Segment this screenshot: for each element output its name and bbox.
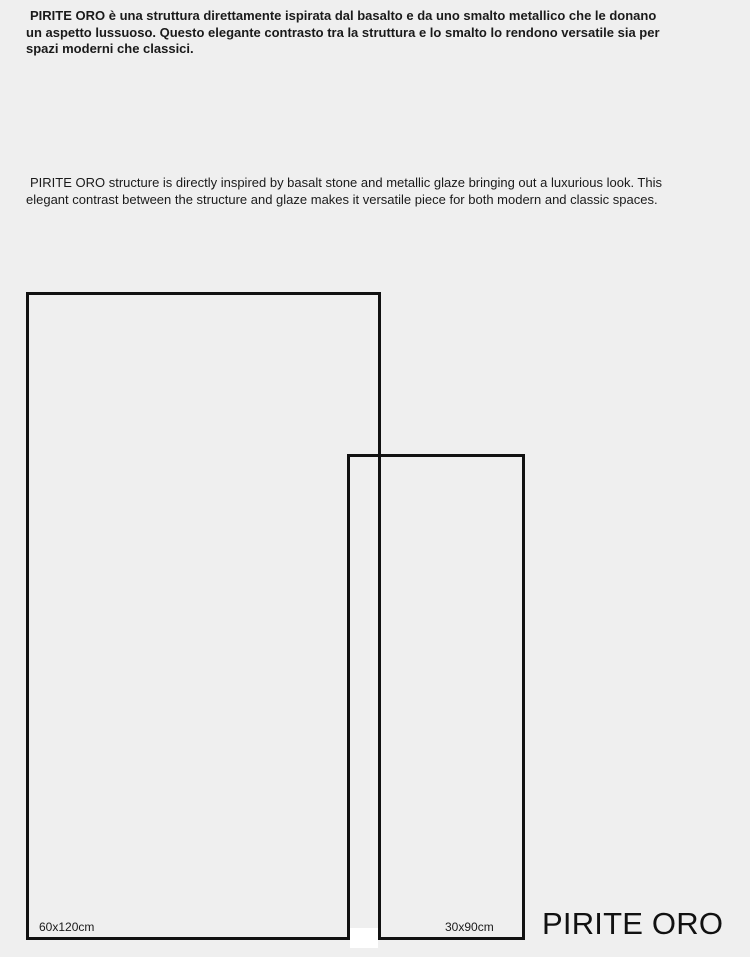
tile-format-60x120 [26,292,381,940]
tile-format-30x90 [347,454,525,940]
description-italian: PIRITE ORO è una struttura direttamente ispirata dal basalto e da uno smalto metallico che le donano un aspetto lussuoso. Questo elegante contrasto tra la struttura e lo smalto lo rendono versatile sia per spazi moderni che classici. [26,8,660,56]
format-label-large: 60x120cm [39,920,95,934]
format-label-small: 30x90cm [445,920,494,934]
description-english: PIRITE ORO structure is directly inspired by basalt stone and metallic glaze bringing out a luxurious look. This elegant contrast between the structure and glaze makes it versatile piece for both modern and classic spaces. [26,175,662,207]
product-name: PIRITE ORO [542,906,724,941]
tile-overlap-gap [350,928,378,948]
